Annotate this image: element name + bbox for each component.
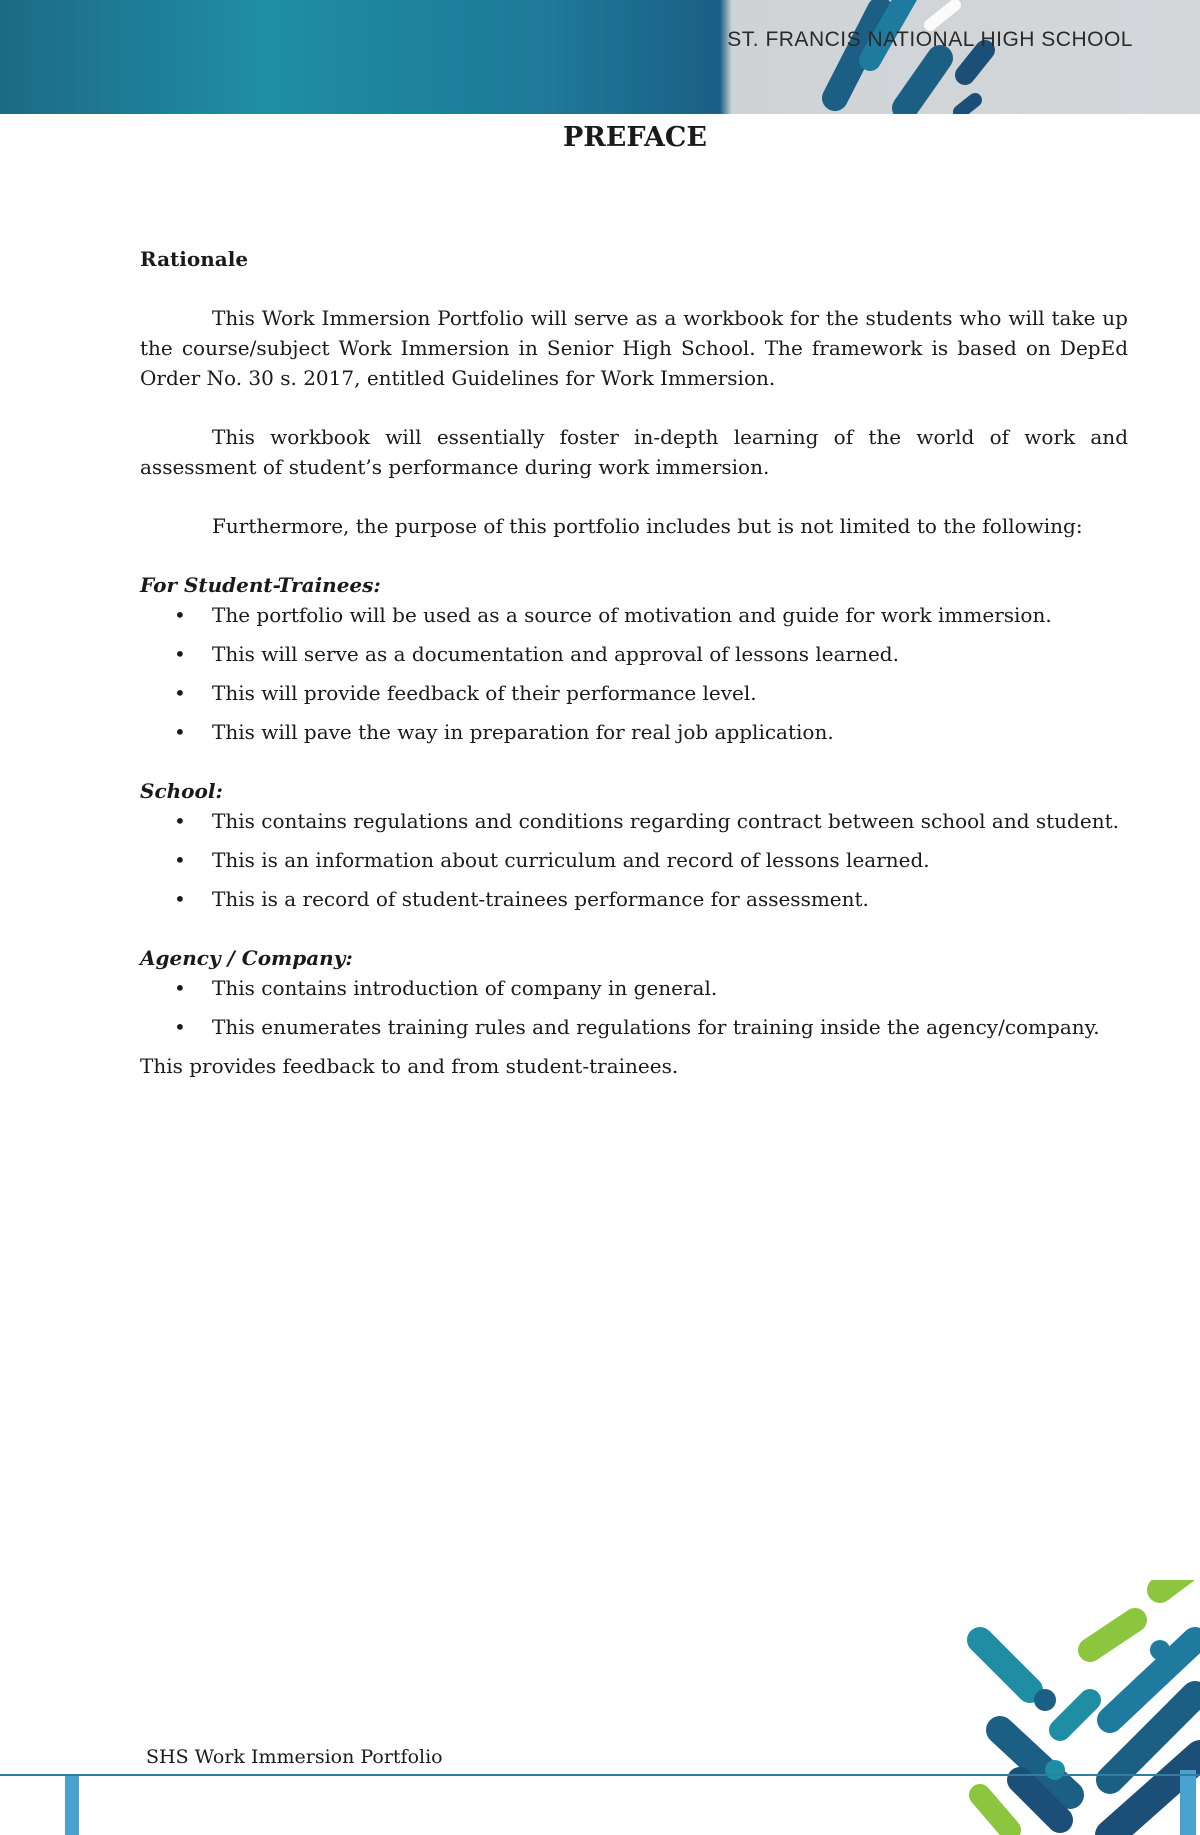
bullet-icon: •: [174, 720, 186, 744]
bullet-icon: •: [174, 642, 186, 666]
student-trainees-list: [140, 600, 1128, 747]
bullet-icon: •: [174, 1015, 186, 1039]
footer-decoration: [960, 1580, 1200, 1835]
list-item: • The portfolio will be used as a source of motivation and guide for work immersion.: [140, 600, 1128, 630]
bullet-icon: •: [174, 681, 186, 705]
bullet-icon: •: [174, 887, 186, 911]
header-decoration: [0, 0, 1200, 114]
rationale-heading: Rationale: [140, 247, 249, 271]
footer-divider: [0, 1774, 1200, 1776]
list-item: • This contains regulations and conditions regarding contract between school and student.: [140, 806, 1128, 836]
footer-text: SHS Work Immersion Portfolio: [146, 1746, 443, 1768]
agency-company-list: [140, 973, 1128, 1042]
bullet-icon: •: [174, 848, 186, 872]
rationale-paragraph: This workbook will essentially foster in-depth learning of the world of work and assessment of student’s performance during work immersion.: [140, 425, 1128, 479]
bullet-icon: •: [174, 603, 186, 627]
school-name: ST. FRANCIS NATIONAL HIGH SCHOOL: [727, 28, 1133, 51]
list-item: • This enumerates training rules and regulations for training inside the agency/company.: [140, 1012, 1128, 1042]
section-heading-school: School:: [140, 779, 223, 803]
section-heading-student-trainees: For Student-Trainees:: [140, 573, 381, 597]
section-heading-agency-company: Agency / Company:: [140, 946, 353, 970]
document-body: [140, 244, 1128, 1081]
list-item: • This contains introduction of company in general.: [140, 973, 1128, 1003]
list-item: • This will serve as a documentation and approval of lessons learned.: [140, 639, 1128, 669]
bullet-icon: •: [174, 809, 186, 833]
header-banner: [0, 0, 1200, 114]
list-item: • This will pave the way in preparation for real job application.: [140, 717, 1128, 747]
school-list: [140, 806, 1128, 914]
footer-accent-bar: [65, 1776, 79, 1835]
rationale-paragraph: Furthermore, the purpose of this portfolio includes but is not limited to the following:: [212, 514, 1083, 538]
page-title: PREFACE: [563, 122, 707, 153]
rationale-paragraph: This Work Immersion Portfolio will serve as a workbook for the students who will take up the course/subject Work Immersion in Senior High School. The framework is based on DepEd Order No. 30 s. 2017, entitled Guidelines for Work Immersion.: [140, 306, 1128, 390]
bullet-icon: •: [174, 976, 186, 1000]
closing-line: This provides feedback to and from student-trainees.: [140, 1054, 679, 1078]
list-item: • This is a record of student-trainees performance for assessment.: [140, 884, 1128, 914]
list-item: • This will provide feedback of their performance level.: [140, 678, 1128, 708]
list-item: • This is an information about curriculum and record of lessons learned.: [140, 845, 1128, 875]
